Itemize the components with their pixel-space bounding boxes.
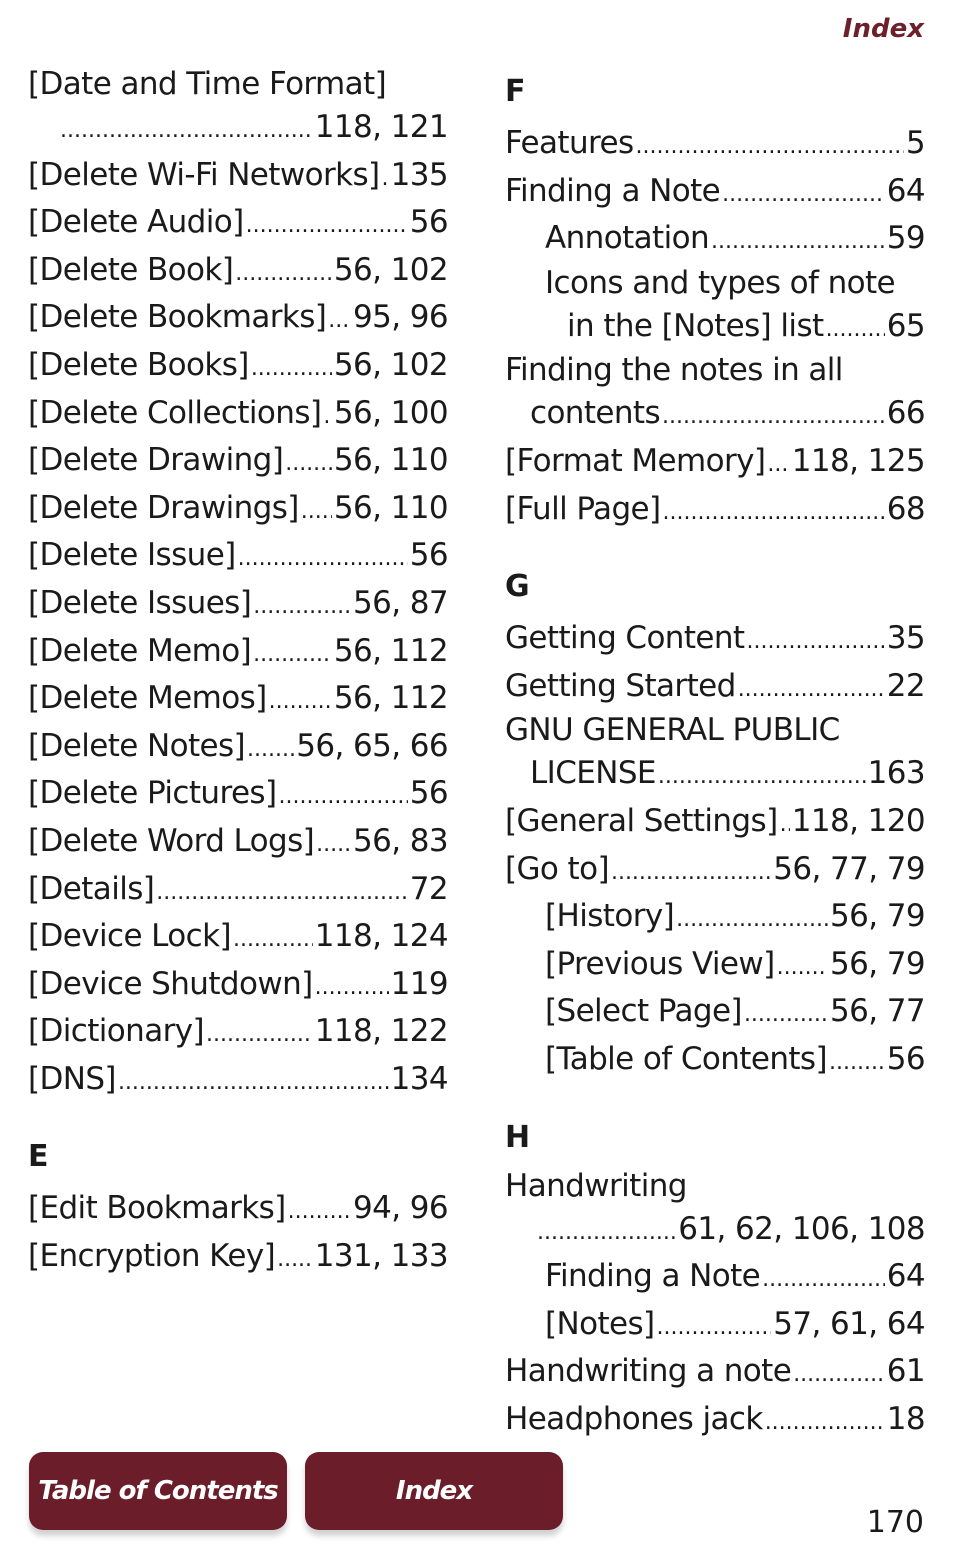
index-entry[interactable] — [28, 770, 448, 818]
index-entry[interactable] — [28, 294, 448, 342]
entry-pages: 131, 133 — [314, 1238, 448, 1275]
section-letter-h: H — [505, 1119, 531, 1155]
entry-pages: 56, 79 — [829, 898, 925, 935]
leader-dots — [233, 916, 313, 964]
entry-pages: 64 — [886, 1258, 925, 1295]
index-entry[interactable] — [28, 199, 448, 247]
entry-label: [Delete Memo] — [28, 632, 252, 669]
entry-pages: 118, 125 — [791, 442, 925, 479]
entry-label: [Date and Time Format] — [28, 66, 387, 102]
entry-label: [Dictionary] — [28, 1013, 204, 1050]
index-entry[interactable] — [28, 818, 448, 866]
index-entry[interactable] — [28, 1185, 448, 1233]
page-number: 170 — [866, 1505, 924, 1540]
index-entry[interactable] — [28, 152, 448, 200]
table-of-contents-button[interactable]: Table of Contents — [29, 1452, 287, 1530]
index-entry-continuation[interactable] — [505, 750, 925, 798]
entry-pages: 56, 110 — [333, 442, 448, 479]
index-entry[interactable] — [28, 64, 448, 104]
leader-dots — [722, 171, 885, 219]
index-subentry[interactable] — [505, 1036, 925, 1084]
index-entry[interactable] — [28, 913, 448, 961]
index-entry[interactable] — [28, 485, 448, 533]
leader-dots — [765, 1399, 885, 1447]
leader-dots — [288, 1188, 351, 1236]
index-entry[interactable] — [28, 437, 448, 485]
index-entry[interactable] — [505, 350, 925, 390]
leader-dots — [663, 489, 885, 537]
index-entry[interactable] — [28, 628, 448, 676]
entry-pages: 72 — [409, 870, 448, 907]
leader-dots — [780, 801, 790, 849]
leader-dots — [537, 1209, 676, 1257]
leader-dots — [277, 1236, 313, 1284]
entry-label: Handwriting a note — [505, 1353, 792, 1390]
index-subentry[interactable] — [505, 893, 925, 941]
entry-label: [Delete Audio] — [28, 204, 244, 241]
leader-dots — [269, 678, 332, 726]
leader-dots — [777, 944, 828, 992]
entry-label: [Delete Drawing] — [28, 442, 284, 479]
entry-pages: 134 — [390, 1060, 448, 1097]
index-entry[interactable] — [505, 798, 925, 846]
entry-pages: 56, 77, 79 — [773, 850, 925, 887]
index-entry[interactable] — [28, 723, 448, 771]
leader-dots — [826, 306, 885, 354]
running-header: Index — [842, 14, 924, 44]
index-entry[interactable] — [505, 1348, 925, 1396]
leader-dots — [253, 631, 332, 679]
entry-label: [Delete Issues] — [28, 584, 252, 621]
index-entry[interactable] — [28, 961, 448, 1009]
entry-label: [Delete Issue] — [28, 537, 236, 574]
entry-pages: 64 — [886, 172, 925, 209]
index-subentry[interactable] — [505, 1301, 925, 1349]
leader-dots — [246, 202, 408, 250]
entry-pages: 61 — [886, 1353, 925, 1390]
entry-label: [Go to] — [505, 850, 609, 887]
entry-pages: 56, 102 — [333, 251, 448, 288]
leader-dots — [738, 666, 885, 714]
entry-label: [Delete Books] — [28, 346, 249, 383]
entry-label: Handwriting — [505, 1167, 687, 1204]
entry-pages: 56, 65, 66 — [296, 727, 448, 764]
index-subentry[interactable] — [505, 988, 925, 1036]
entry-label: [Device Shutdown] — [28, 965, 313, 1002]
entry-pages: 56, 112 — [333, 680, 448, 717]
leader-dots — [662, 393, 885, 441]
leader-dots — [676, 896, 828, 944]
leader-dots — [611, 849, 771, 897]
leader-dots — [636, 123, 904, 171]
entry-pages: 18 — [886, 1400, 925, 1437]
entry-pages: 163 — [867, 755, 925, 792]
entry-pages: 118, 124 — [314, 918, 448, 955]
leader-dots — [118, 1059, 389, 1107]
entry-label: Getting Content — [505, 620, 745, 657]
section-letter-g: G — [505, 569, 530, 605]
leader-dots — [382, 155, 389, 203]
entry-label: Headphones jack — [505, 1400, 763, 1437]
entry-label: [Full Page] — [505, 490, 661, 527]
entry-pages: 61, 62, 106, 108 — [678, 1210, 925, 1247]
entry-label: Finding a Note — [545, 1258, 761, 1295]
leader-dots — [323, 393, 331, 441]
index-subentry[interactable] — [505, 941, 925, 989]
leader-dots — [747, 618, 885, 666]
index-button[interactable]: Index — [305, 1452, 563, 1530]
entry-label: [Notes] — [545, 1305, 655, 1342]
entry-label: [History] — [545, 898, 675, 935]
entry-label: Finding the notes in all — [505, 352, 843, 389]
entry-label: [DNS] — [28, 1060, 116, 1097]
index-entry[interactable] — [28, 1233, 448, 1281]
entry-pages: 56, 112 — [333, 632, 448, 669]
index-entry[interactable] — [28, 580, 448, 628]
leader-dots — [247, 726, 294, 774]
entry-pages: 35 — [886, 620, 925, 657]
index-entry[interactable] — [28, 1008, 448, 1056]
leader-dots — [238, 535, 408, 583]
leader-dots — [156, 869, 407, 917]
index-entry[interactable] — [28, 390, 448, 438]
index-entry[interactable] — [505, 120, 925, 168]
entry-label: [Delete Pictures] — [28, 775, 277, 812]
index-entry[interactable] — [28, 342, 448, 390]
index-entry[interactable] — [505, 168, 925, 216]
leader-dots — [315, 964, 389, 1012]
index-entry[interactable] — [28, 1056, 448, 1104]
index-entry[interactable] — [505, 1396, 925, 1444]
entry-label: [Previous View] — [545, 945, 775, 982]
entry-label: [Delete Bookmarks] — [28, 299, 327, 336]
leader-dots — [793, 1351, 885, 1399]
entry-label: Features — [505, 125, 634, 161]
index-entry[interactable] — [505, 1166, 925, 1206]
leader-dots — [316, 821, 351, 869]
entry-label: [General Settings] — [505, 802, 778, 839]
index-entry[interactable] — [505, 846, 925, 894]
index-entry-continuation[interactable] — [505, 303, 925, 351]
entry-pages: 119 — [390, 965, 448, 1002]
entry-pages: 68 — [886, 490, 925, 527]
entry-label: [Delete Memos] — [28, 680, 267, 717]
leader-dots — [767, 441, 789, 489]
leader-dots — [711, 218, 885, 266]
leader-dots — [235, 250, 332, 298]
entry-pages: 118, 121 — [314, 109, 448, 145]
leader-dots — [328, 297, 351, 345]
entry-label: [Delete Book] — [28, 251, 234, 288]
entry-label: [Format Memory] — [505, 442, 766, 479]
leader-dots — [285, 440, 332, 488]
index-subentry[interactable] — [505, 1253, 925, 1301]
section-letter-f: F — [505, 74, 526, 109]
section-letter-e: E — [28, 1139, 49, 1175]
index-entry[interactable] — [505, 663, 925, 711]
leader-dots — [744, 991, 828, 1039]
entry-label: [Device Lock] — [28, 918, 231, 955]
leader-dots — [206, 1011, 313, 1059]
leader-dots — [251, 345, 332, 393]
entry-label: [Select Page] — [545, 993, 742, 1030]
leader-dots — [278, 773, 407, 821]
entry-label-continued: in the [Notes] list — [567, 307, 824, 344]
entry-pages: 95, 96 — [352, 299, 448, 336]
leader-dots — [253, 583, 351, 631]
entry-label: [Encryption Key] — [28, 1238, 276, 1275]
entry-pages: 5 — [905, 125, 925, 161]
entry-label: [Delete Drawings] — [28, 489, 299, 526]
entry-label: Finding a Note — [505, 172, 721, 209]
entry-label: Icons and types of note — [545, 264, 896, 301]
entry-pages: 56, 83 — [352, 822, 448, 859]
index-entry[interactable] — [505, 486, 925, 534]
entry-label: [Delete Notes] — [28, 727, 246, 764]
index-entry[interactable] — [505, 615, 925, 663]
entry-pages: 135 — [390, 156, 448, 193]
entry-pages: 56, 87 — [352, 584, 448, 621]
entry-pages: 56, 79 — [829, 945, 925, 982]
index-subentry[interactable] — [505, 215, 925, 263]
index-column-left — [28, 64, 448, 1281]
entry-label: GNU GENERAL PUBLIC — [505, 712, 840, 749]
entry-pages: 56, 100 — [333, 394, 448, 431]
entry-pages: 56 — [409, 775, 448, 812]
index-subentry[interactable] — [505, 263, 925, 303]
entry-pages: 118, 122 — [314, 1013, 448, 1050]
leader-dots — [60, 107, 313, 155]
entry-pages: 56 — [409, 537, 448, 574]
leader-dots — [762, 1256, 885, 1304]
index-entry[interactable] — [28, 247, 448, 295]
entry-label: [Edit Bookmarks] — [28, 1190, 286, 1227]
entry-label-continued: contents — [530, 395, 661, 432]
entry-label-continued: LICENSE — [530, 755, 656, 792]
entry-label: [Delete Word Logs] — [28, 822, 315, 859]
index-entry-continuation[interactable] — [28, 104, 448, 152]
entry-pages: 56, 110 — [333, 489, 448, 526]
index-entry[interactable] — [28, 532, 448, 580]
index-entry[interactable] — [505, 438, 925, 486]
entry-label: [Table of Contents] — [545, 1040, 827, 1077]
entry-pages: 65 — [886, 307, 925, 344]
index-entry[interactable] — [28, 675, 448, 723]
leader-dots — [658, 753, 866, 801]
entry-label: Annotation — [545, 220, 710, 257]
leader-dots — [301, 488, 332, 536]
index-entry-continuation[interactable] — [505, 1206, 925, 1254]
entry-pages: 94, 96 — [352, 1190, 448, 1227]
entry-pages: 56, 77 — [829, 993, 925, 1030]
entry-label: [Delete Wi-Fi Networks] — [28, 156, 380, 193]
entry-pages: 59 — [886, 220, 925, 257]
entry-pages: 66 — [886, 395, 925, 432]
index-column-right — [505, 64, 925, 1443]
index-entry[interactable] — [28, 866, 448, 914]
entry-pages: 56 — [409, 204, 448, 241]
entry-pages: 56, 102 — [333, 346, 448, 383]
leader-dots — [657, 1304, 772, 1352]
entry-pages: 118, 120 — [791, 802, 925, 839]
entry-pages: 22 — [886, 667, 925, 704]
entry-label: Getting Started — [505, 667, 736, 704]
entry-label: [Delete Collections] — [28, 394, 322, 431]
entry-label: [Details] — [28, 870, 155, 907]
entry-pages: 56 — [886, 1040, 925, 1077]
leader-dots — [829, 1039, 885, 1087]
entry-pages: 57, 61, 64 — [773, 1305, 925, 1342]
index-entry[interactable] — [505, 710, 925, 750]
index-entry-continuation[interactable] — [505, 390, 925, 438]
